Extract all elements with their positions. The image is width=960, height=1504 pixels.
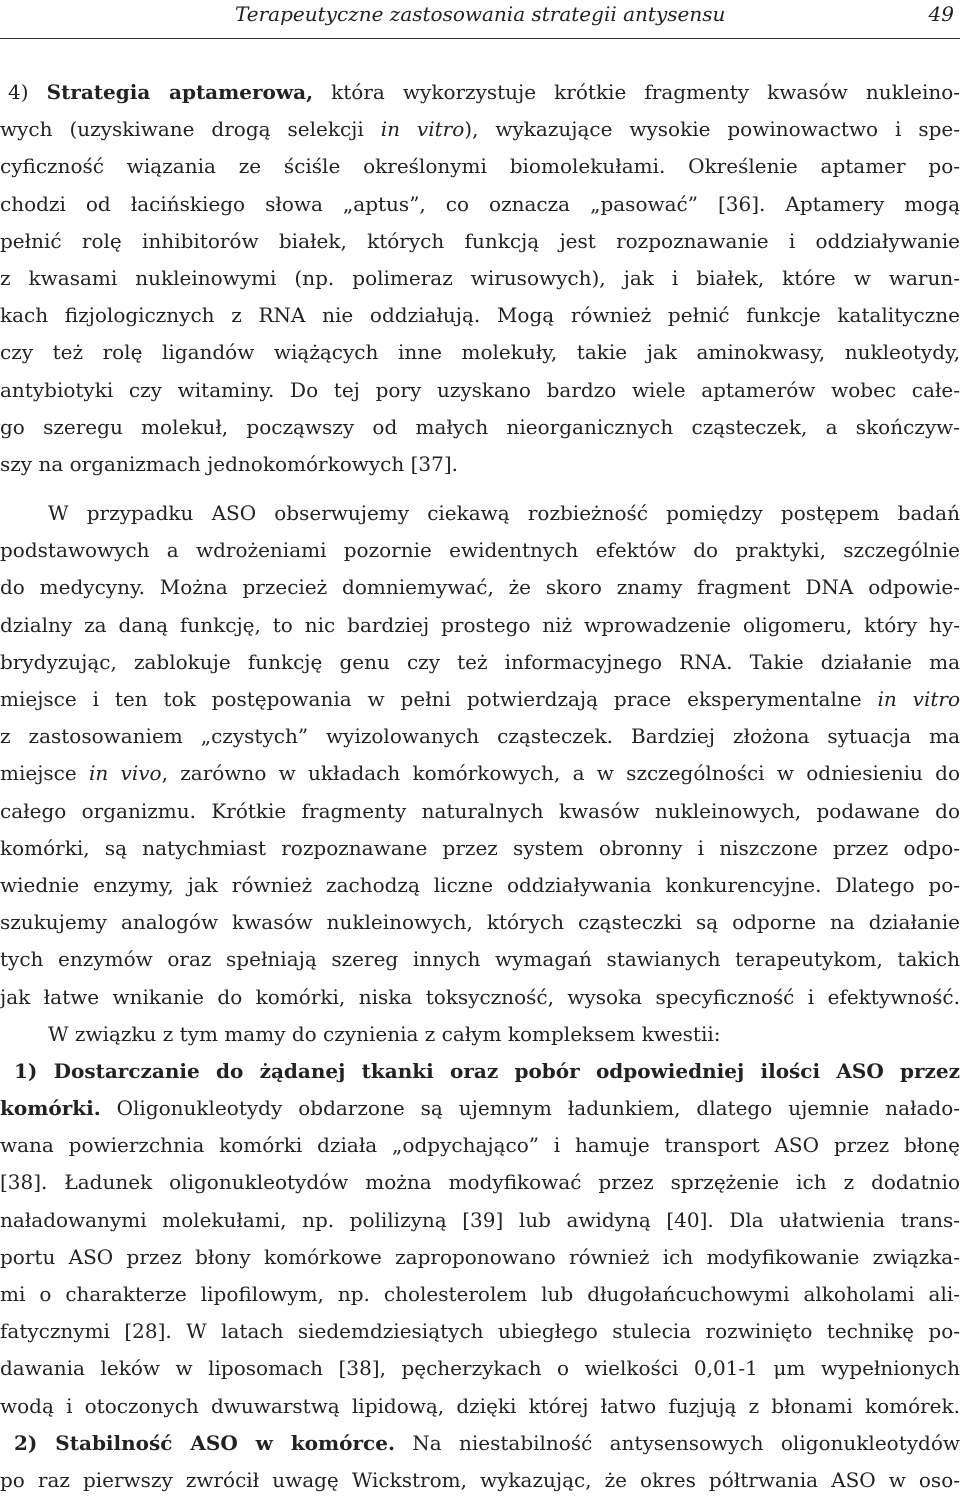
line-text: ), wykazujące wysokie powinowactwo i spe- (464, 117, 960, 142)
aso-paragraph (0, 495, 960, 1016)
text-line: [38]. Ładunek oligonukleotydów można modyfikować przez sprzężenie ich z dodatnio (0, 1170, 960, 1195)
text-line: po raz pierwszy zwrócił uwagę Wickstrom, wykazując, że okres półtrwania ASO w oso- (0, 1467, 960, 1492)
item-1-paragraph (0, 1053, 960, 1425)
text-line: komórki, są natychmiast rozpoznawane przez system obronny i niszczone przez odpo- (0, 835, 960, 860)
text-line: z zastosowaniem „czystych” wyizolowanych cząsteczek. Bardziej złożona sytuacja ma (0, 724, 960, 749)
text-line: jak łatwe wnikanie do komórki, niska toksyczność, wysoka specyficzność i efektywność. (0, 984, 960, 1009)
paragraph-gap (0, 483, 960, 495)
line-text: miejsce i ten tok postępowania w pełni potwierdzają prace eksperymentalne (0, 687, 862, 711)
item-title: Strategia aptamerowa, (46, 80, 314, 104)
text-line: naładowanymi molekułami, np. polilizyną [39] lub awidyną [40]. Dla ułatwienia trans- (0, 1207, 960, 1232)
text-line: kach fizjologicznych z RNA nie oddziałują. Mogą również pełnić funkcje katalityczne (0, 303, 960, 328)
item-2-heading: 2) Stabilność ASO w komórce. (14, 1430, 395, 1455)
text-line: wodą i otoczonych dwuwarstwą lipidową, dzięki której łatwo fuzjują z błonami komórek. (0, 1393, 960, 1418)
line-text: wych (uzyskiwane drogą selekcji (0, 117, 364, 142)
running-title: Terapeutyczne zastosowania strategii antysensu (235, 2, 726, 26)
line-text: , zarówno w układach komórkowych, a w szczególności w odniesieniu do (161, 761, 960, 786)
text-line: podstawowych a wdrożeniami pozornie ewidentnych efektów do praktyki, szczególnie (0, 538, 960, 563)
text-line (0, 755, 960, 792)
text-line: portu ASO przez błony komórkowe zaproponowano również ich modyfikowanie związka- (0, 1244, 960, 1269)
running-header (0, 0, 960, 39)
page-number: 49 (928, 2, 954, 26)
italic-term: in vitro (877, 687, 960, 711)
text-line: do medycyny. Można przecież domniemywać, że skoro znamy fragment DNA odpowie- (0, 575, 960, 600)
text-line: wana powierzchnia komórki działa „odpychająco” i hamuje transport ASO przez błonę (0, 1133, 960, 1158)
text-line: cyficzność wiązania ze ściśle określonymi biomolekułami. Określenie aptamer po- (0, 154, 960, 179)
text-line: fatycznymi [28]. W latach siedemdziesiątych ubiegłego stulecia rozwinięto technikę po- (0, 1319, 960, 1344)
text-line (0, 74, 960, 111)
text-line: dzialny za daną funkcję, to nic bardziej prostego niż wprowadzenie oligomeru, który hy- (0, 612, 960, 637)
text-line (0, 1090, 960, 1127)
text-line (0, 1425, 960, 1462)
text-line: antybiotyki czy witaminy. Do tej pory uzyskano bardzo wiele aptamerów wobec całe- (0, 377, 960, 402)
italic-term: in vivo (89, 761, 162, 786)
intro-line: W związku z tym mamy do czynienia z całym kompleksem kwestii: (48, 1021, 721, 1046)
italic-term: in vitro (380, 117, 465, 142)
text-line (0, 111, 960, 148)
line-text: miejsce (0, 761, 77, 786)
item-1-heading: 1) Dostarczanie do żądanej tkanki oraz pobór odpowiedniej ilości ASO przez (14, 1058, 960, 1083)
item-2-paragraph (0, 1425, 960, 1499)
text-line: dawania leków w liposomach [38], pęcherzykach o wielkości 0,01-1 μm wypełnionych (0, 1356, 960, 1381)
item-number: 4) (8, 80, 29, 104)
body-text (0, 74, 960, 1499)
text-line (0, 681, 960, 718)
text-line: W przypadku ASO obserwujemy ciekawą rozbieżność pomiędzy postępem badań (48, 501, 960, 526)
text-line: go szeregu molekuł, począwszy od małych nieorganicznych cząsteczek, a skończyw- (0, 414, 960, 439)
text-line: całego organizmu. Krótkie fragmenty naturalnych kwasów nukleinowych, podawane do (0, 798, 960, 823)
text-line: tych enzymów oraz spełniają szereg innych wymagań stawianych terapeutykom, takich (0, 947, 960, 972)
line-text: Oligonukleotydy obdarzone są ujemnym ładunkiem, dlatego ujemnie nałado- (116, 1096, 960, 1121)
text-line: mi o charakterze lipofilowym, np. cholesterolem lub długołańcuchowymi alkoholami ali- (0, 1282, 960, 1306)
text-line: pełnić rolę inhibitorów białek, których funkcją jest rozpoznawanie i oddziaływanie (0, 228, 960, 253)
line-text: która wykorzystuje krótkie fragmenty kwasów nukleino- (331, 80, 960, 104)
item-4-paragraph (0, 74, 960, 483)
item-1-heading-end: komórki. (0, 1096, 101, 1121)
text-line: chodzi od łacińskiego słowa „aptus”, co oznacza „pasować” [36]. Aptamery mogą (0, 191, 960, 216)
text-line: czy też rolę ligandów wiążących inne molekuły, takie jak aminokwasy, nukleotydy, (0, 340, 960, 365)
text-line: wiednie enzymy, jak również zachodzą liczne oddziaływania konkurencyjne. Dlatego po- (0, 872, 960, 897)
text-line: brydyzując, zablokuje funkcję genu czy też informacyjnego RNA. Takie działanie ma (0, 649, 960, 674)
text-line: szy na organizmach jednokomórkowych [37]. (0, 451, 459, 476)
text-line: szukujemy analogów kwasów nukleinowych, których cząsteczki są odporne na działanie (0, 910, 960, 935)
text-line: z kwasami nukleinowymi (np. polimeraz wirusowych), jak i białek, które w warun- (0, 265, 960, 290)
line-text: Na niestabilność antysensowych oligonukleotydów (412, 1430, 960, 1455)
